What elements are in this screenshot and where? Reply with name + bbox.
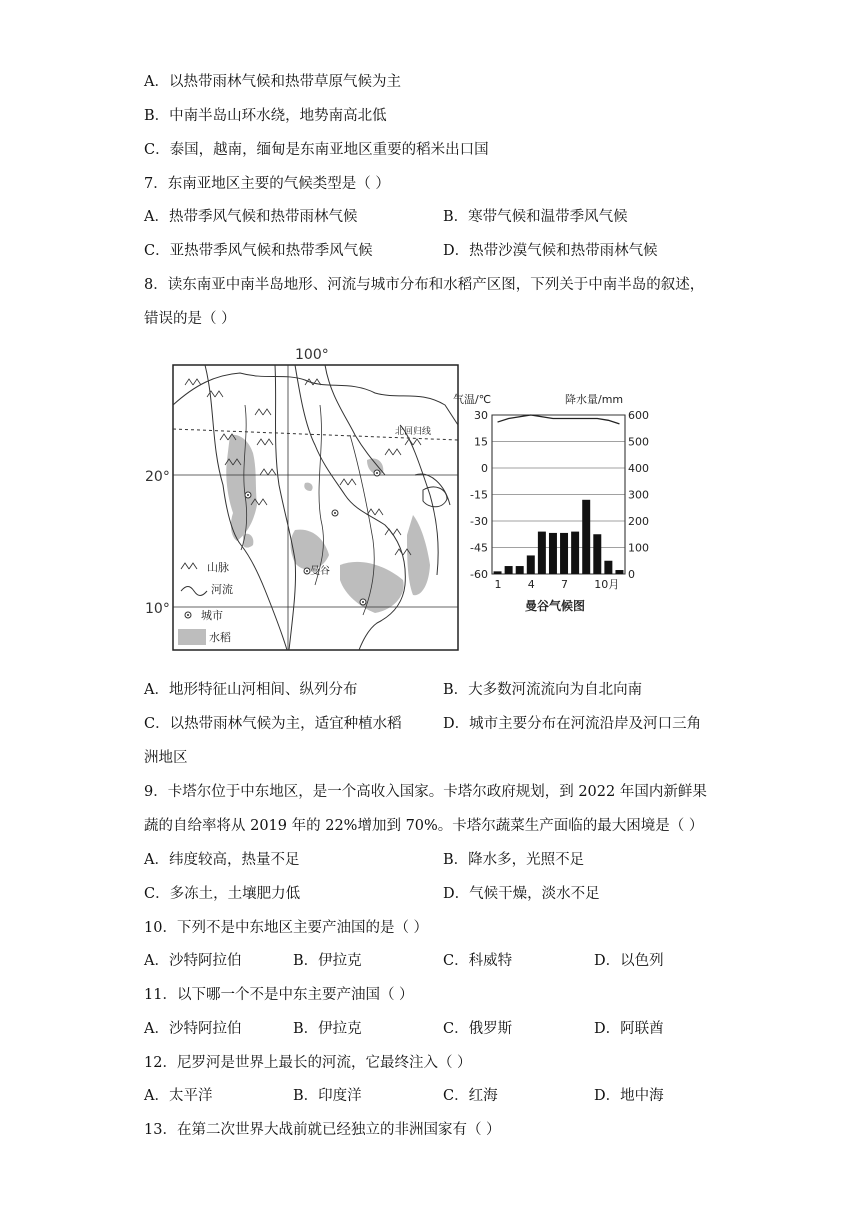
q9-stem-line1: 9．卡塔尔位于中东地区，是一个高收入国家。卡塔尔政府规划，到 2022 年国内新鲜果	[144, 784, 707, 800]
legend-mountain-label: 山脉	[207, 561, 229, 574]
q10-option-b: B．伊拉克	[293, 953, 362, 969]
temp-tick-label: -45	[470, 541, 488, 555]
month-tick-label: 7	[561, 578, 569, 591]
precip-bar	[505, 566, 513, 574]
q8-option-d: D．城市主要分布在河流沿岸及河口三角	[443, 716, 702, 732]
temp-tick-label: -15	[470, 488, 488, 502]
chart-title: 曼谷气候图	[525, 599, 586, 613]
q11-stem: 11．以下哪一个不是中东主要产油国（ ）	[144, 987, 414, 1003]
q9-option-c: C．多冻土，土壤肥力低	[144, 886, 301, 902]
precip-bar	[615, 570, 623, 574]
q11-option-d: D．阿联酋	[594, 1021, 664, 1037]
q11-option-a: A．沙特阿拉伯	[144, 1021, 242, 1037]
precip-bar	[582, 500, 590, 574]
chart-ylabel-right: 降水量/mm	[565, 393, 624, 406]
precip-bar	[571, 532, 579, 574]
q8-option-d-cont: 洲地区	[144, 750, 188, 766]
legend-river-label: 河流	[211, 583, 233, 596]
q8-option-a: A．地形特征山河相间、纵列分布	[144, 682, 358, 698]
temp-tick-label: 15	[474, 435, 488, 449]
q8-stem-line2: 错误的是（ ）	[144, 311, 236, 327]
month-tick-label: 10月	[594, 578, 620, 591]
city-label-bangkok: 曼谷	[310, 566, 330, 577]
precip-bar	[494, 571, 502, 574]
legend-city-label: 城市	[201, 609, 223, 622]
q6-option-b: B．中南半岛山环水绕，地势南高北低	[144, 108, 387, 124]
q12-option-c: C．红海	[443, 1088, 498, 1104]
month-tick-label: 4	[527, 578, 535, 591]
precip-tick-label: 0	[628, 568, 635, 581]
temperature-line	[498, 415, 620, 424]
precip-tick-label: 100	[628, 541, 649, 555]
lat-20-label: 20°	[145, 469, 170, 485]
q12-option-d: D．地中海	[594, 1088, 664, 1104]
q10-option-c: C．科威特	[443, 953, 513, 969]
legend-rice-label: 水稻	[209, 631, 231, 644]
q12-stem: 12．尼罗河是世界上最长的河流，它最终注入（ ）	[144, 1055, 472, 1071]
month-tick-label: 1	[494, 578, 502, 591]
q9-option-a: A．纬度较高，热量不足	[144, 852, 300, 868]
precip-bar	[538, 532, 546, 574]
lat-10-label: 10°	[145, 601, 170, 617]
q9-option-d: D．气候干燥，淡水不足	[443, 886, 600, 902]
precip-bar	[593, 534, 601, 574]
q8-figure	[145, 345, 649, 650]
temp-tick-label: 30	[474, 409, 488, 422]
q7-option-d: D．热带沙漠气候和热带雨林气候	[443, 243, 658, 259]
q10-stem: 10．下列不是中东地区主要产油国的是（ ）	[144, 920, 429, 936]
q9-stem-line2: 蔬的自给率将从 2019 年的 22%增加到 70%。卡塔尔蔬菜生产面临的最大困境是（ ）	[144, 818, 704, 834]
q10-option-a: A．沙特阿拉伯	[144, 953, 242, 969]
temp-tick-label: -60	[470, 568, 488, 581]
q6-option-a: A．以热带雨林气候和热带草原气候为主	[144, 74, 401, 90]
q13-stem: 13．在第二次世界大战前就已经独立的非洲国家有（ ）	[144, 1122, 501, 1138]
q7-option-a: A．热带季风气候和热带雨林气候	[144, 209, 358, 225]
precip-bar	[516, 566, 524, 574]
q8-figure-svg	[145, 345, 649, 650]
q12-option-b: B．印度洋	[293, 1088, 362, 1104]
q11-option-b: B．伊拉克	[293, 1021, 362, 1037]
q8-option-c: C．以热带雨林气候为主，适宜种植水稻	[144, 716, 402, 732]
precip-tick-label: 600	[628, 409, 649, 422]
q8-stem-line1: 8．读东南亚中南半岛地形、河流与城市分布和水稻产区图，下列关于中南半岛的叙述，	[144, 277, 705, 293]
q9-option-b: B．降水多，光照不足	[443, 852, 585, 868]
precip-bar	[527, 555, 535, 574]
q7-option-b: B．寒带气候和温带季风气候	[443, 209, 628, 225]
tropic-label: 北回归线	[395, 427, 432, 437]
indochina-map	[145, 347, 458, 650]
legend-rice-icon	[178, 629, 206, 645]
temp-tick-label: 0	[481, 462, 488, 475]
q10-option-d: D．以色列	[594, 953, 664, 969]
q11-option-c: C．俄罗斯	[443, 1021, 513, 1037]
q12-option-a: A．太平洋	[144, 1088, 213, 1104]
precip-tick-label: 200	[628, 515, 649, 528]
temp-tick-label: -30	[470, 515, 488, 528]
q7-stem: 7．东南亚地区主要的气候类型是（ ）	[144, 176, 390, 192]
q6-option-c: C．泰国，越南，缅甸是东南亚地区重要的稻米出口国	[144, 142, 489, 158]
precip-tick-label: 500	[628, 435, 649, 449]
q7-option-c: C．亚热带季风气候和热带季风气候	[144, 243, 373, 259]
bangkok-climate-chart	[453, 392, 649, 613]
precip-tick-label: 300	[628, 488, 649, 502]
lon-label: 100°	[295, 347, 329, 363]
precip-bar	[604, 561, 612, 574]
precip-tick-label: 400	[628, 462, 649, 475]
precip-bar	[560, 533, 568, 574]
chart-ylabel-left: 气温/℃	[453, 393, 492, 406]
q8-option-b: B．大多数河流流向为自北向南	[443, 682, 643, 698]
precip-bar	[549, 533, 557, 574]
